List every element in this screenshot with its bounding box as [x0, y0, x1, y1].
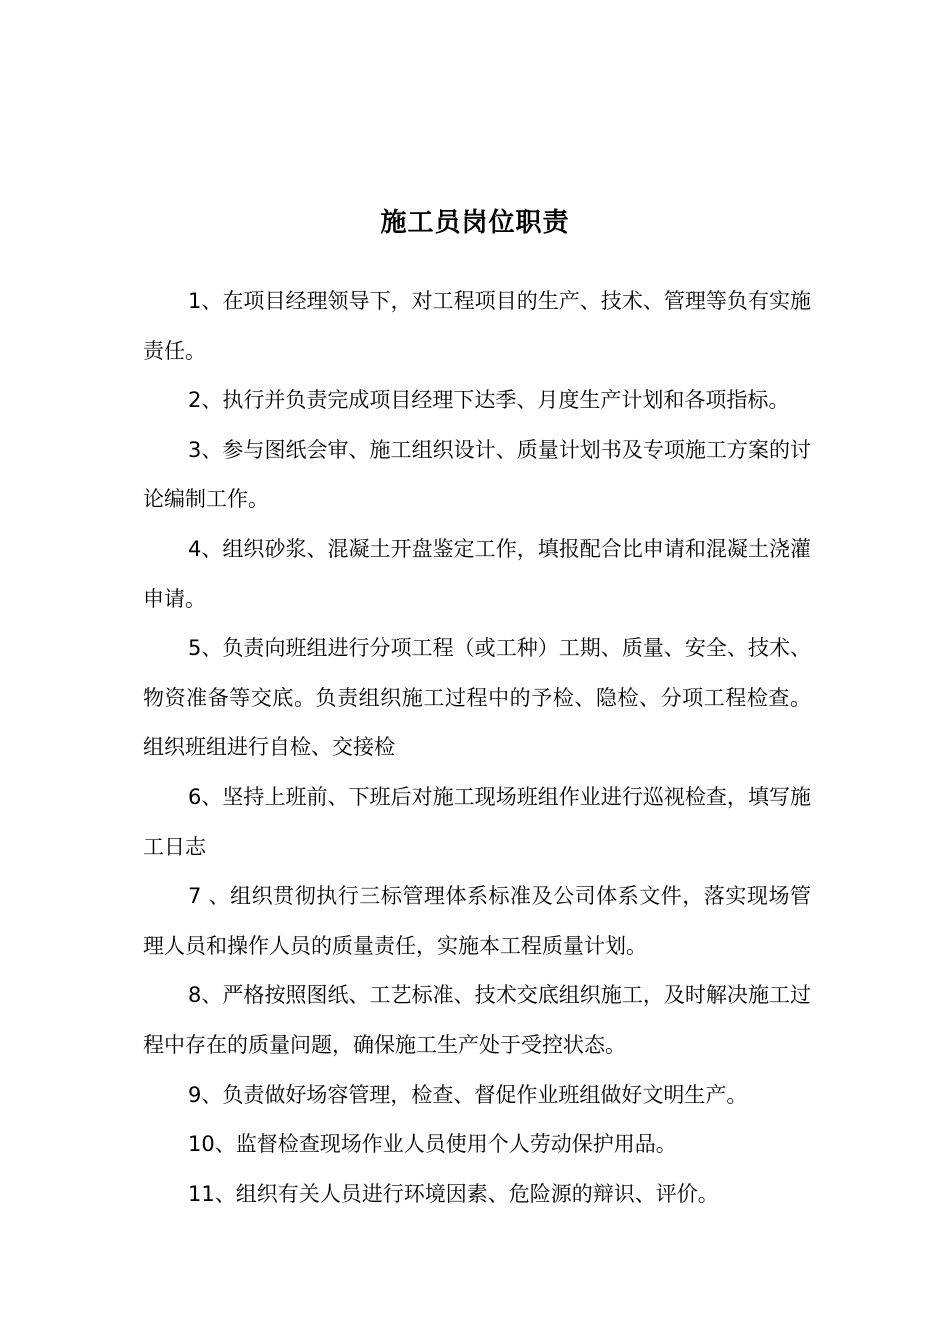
- duty-item-5: 5、负责向班组进行分项工程（或工种）工期、质量、安全、技术、物资准备等交底。负责组织施工过程中的予检、隐检、分项工程检查。组织班组进行自检、交接检: [143, 636, 811, 760]
- duty-item-10: 10、监督检查现场作业人员使用个人劳动保护用品。: [188, 1132, 677, 1157]
- document-title: 施工员岗位职责: [380, 208, 570, 238]
- duty-item-1: 1、在项目经理领导下，对工程项目的生产、技术、管理等负有实施责任。: [143, 289, 811, 363]
- duty-item-11: 11、组织有关人员进行环境因素、危险源的辩识、评价。: [188, 1181, 719, 1206]
- duty-item-6: 6、坚持上班前、下班后对施工现场班组作业进行巡视检查，填写施工日志: [143, 784, 811, 859]
- document-body: [143, 277, 811, 1219]
- duty-item-7: 7 、组织贯彻执行三标管理体系标准及公司体系文件，落实现场管理人员和操作人员的质量责任，实施本工程质量计划。: [143, 884, 811, 958]
- duty-item-3: 3、参与图纸会审、施工组织设计、质量计划书及专项施工方案的讨论编制工作。: [143, 437, 811, 512]
- duty-item-9: 9、负责做好场容管理，检查、督促作业班组做好文明生产。: [188, 1082, 748, 1107]
- duty-item-8: 8、严格按照图纸、工艺标准、技术交底组织施工，及时解决施工过程中存在的质量问题，确保施工生产处于受控状态。: [143, 983, 811, 1057]
- duty-item-4: 4、组织砂浆、混凝土开盘鉴定工作，填报配合比申请和混凝土浇灌申请。: [143, 536, 811, 611]
- duty-item-2: 2、执行并负责完成项目经理下达季、月度生产计划和各项指标。: [188, 388, 790, 413]
